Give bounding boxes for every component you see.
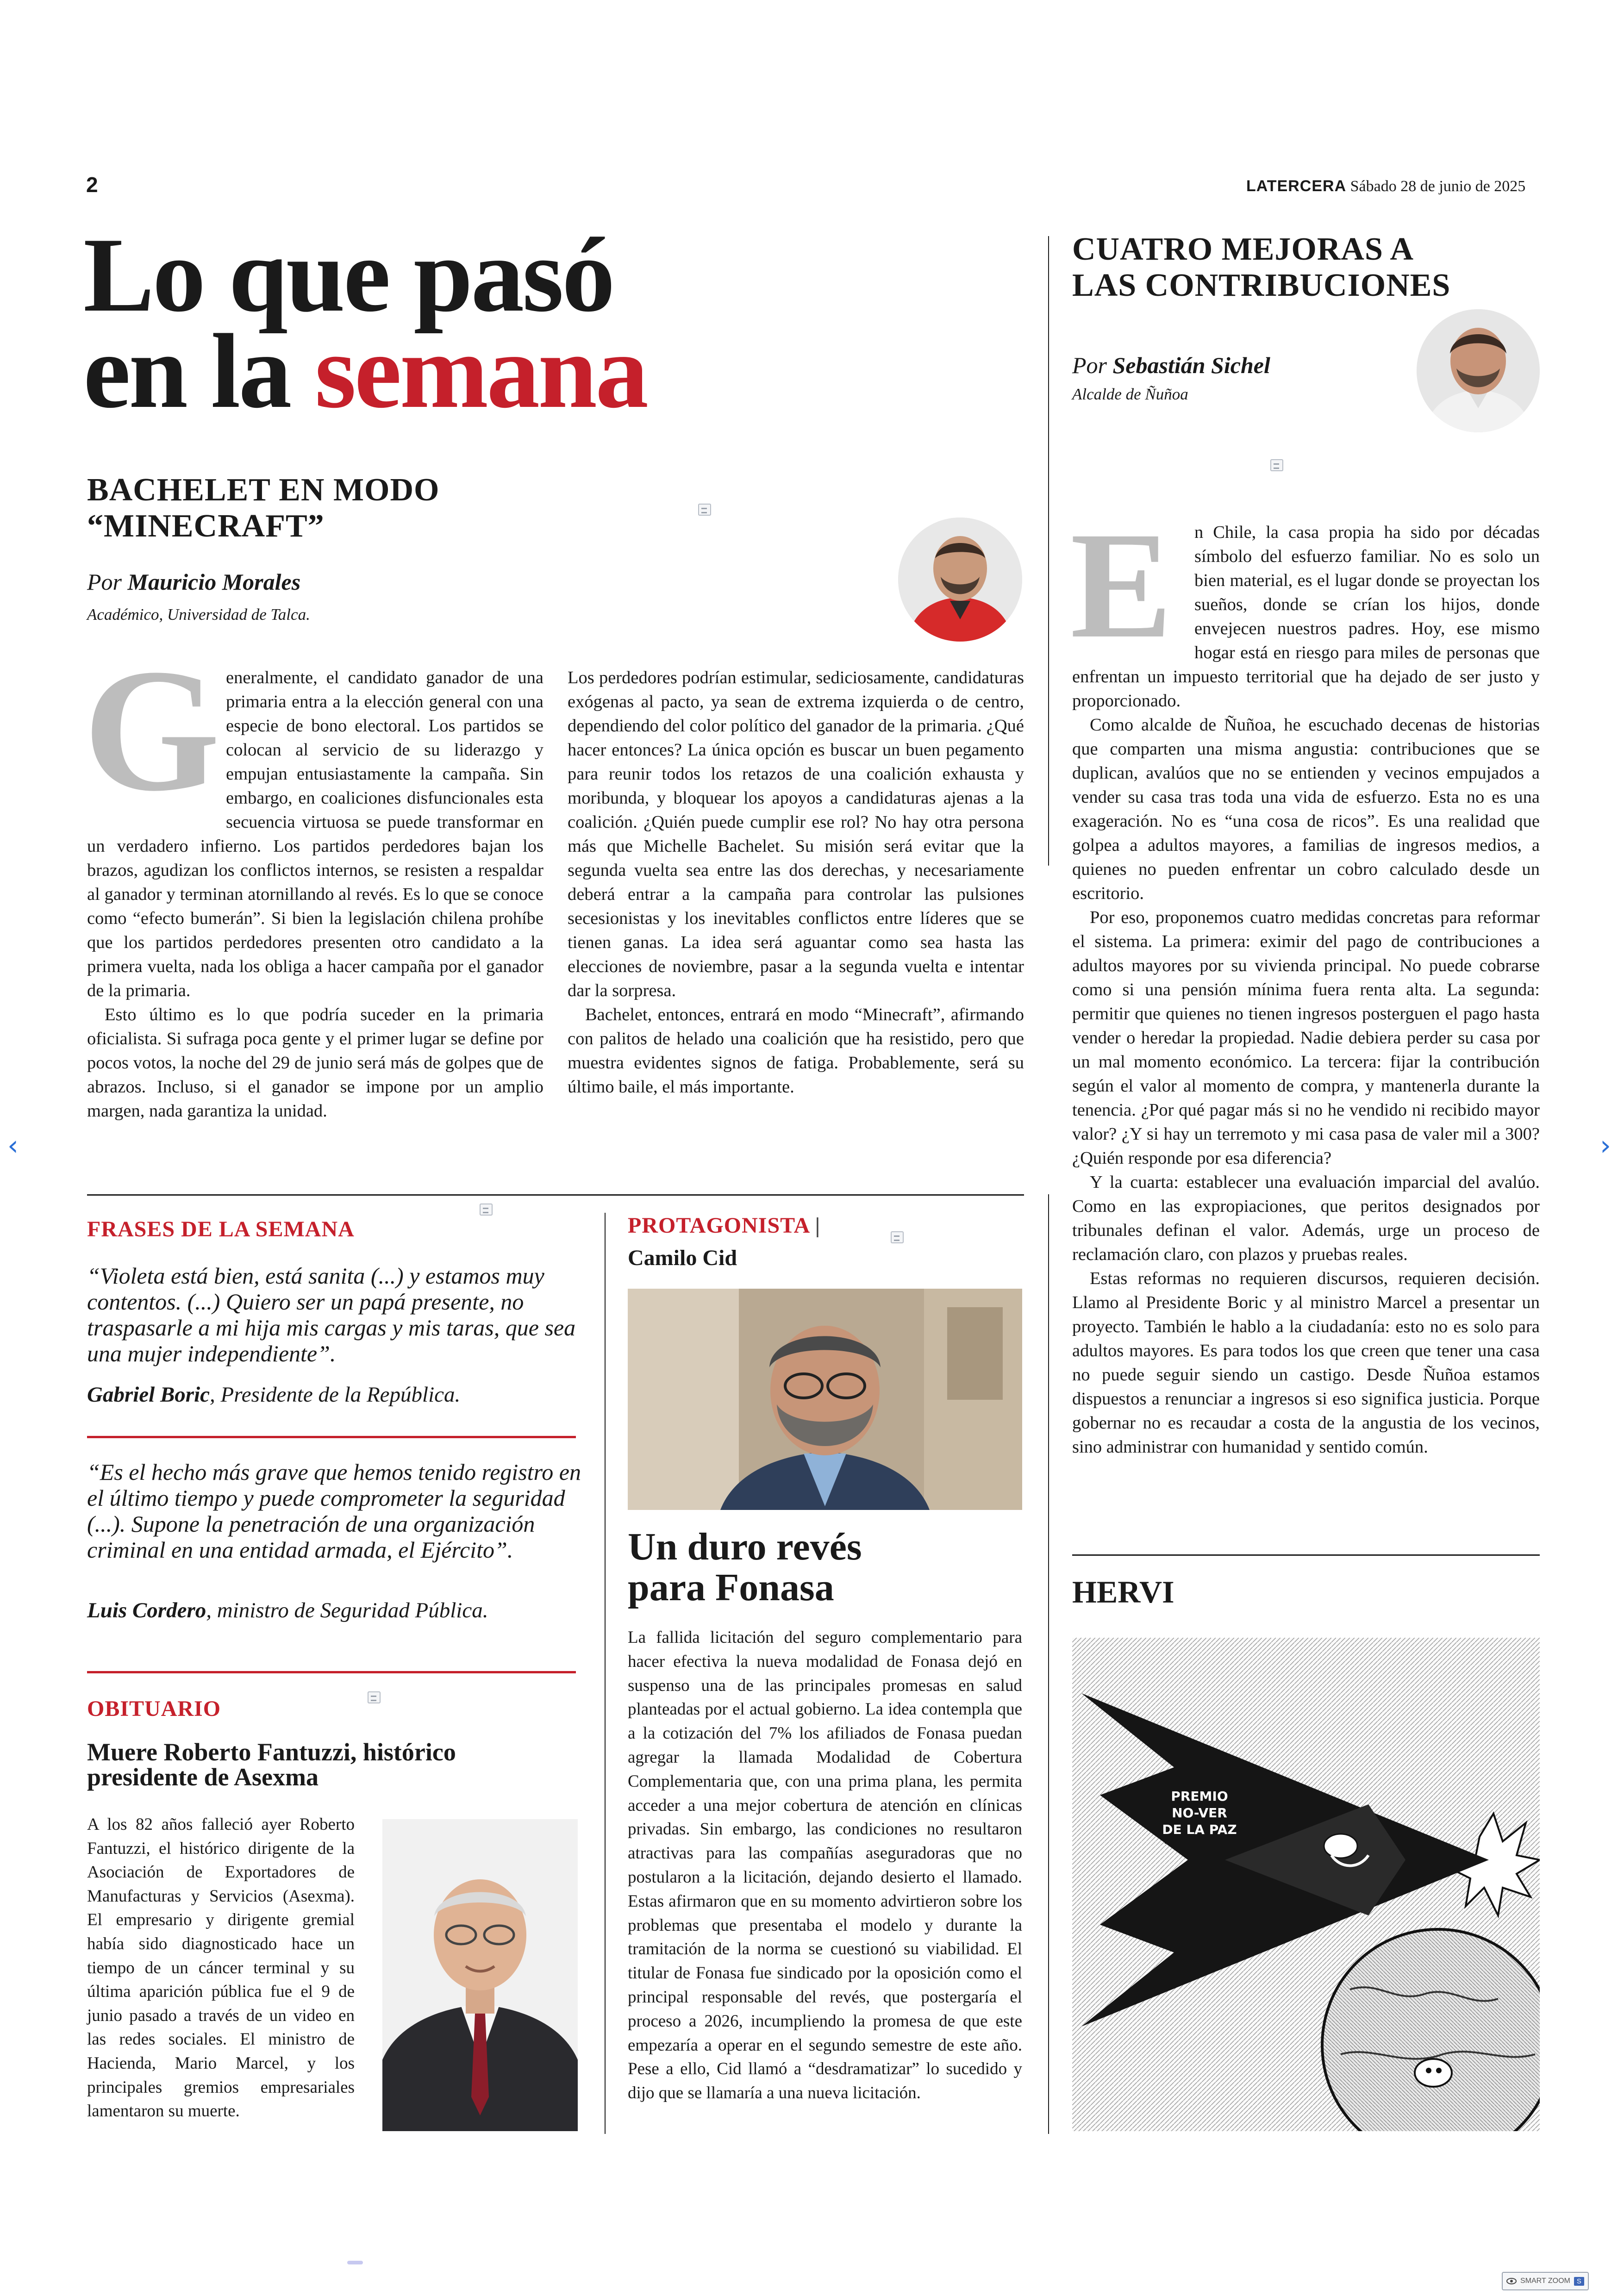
obituario-body: A los 82 años falleció ayer Roberto Fantuzzi, el histórico dirigente de la Asociación de Exportadores de Manufacturas y Servicios (Asexma). El empresario y dirigente gremial había sido diagnosticado hace un tiempo de un cáncer terminal y su última aparición pública fue el 9 de junio pasado a través de un video en las redes sociales. El ministro de Hacienda, Mario Marcel, y los principales gremios empresariales lamentaron su muerte. <box>87 1815 355 2121</box>
bachelet-lead-text: eneralmente, el candidato ganador de una primaria entra a la elección general con una especie de bono electoral. Los partidos se colocan al servicio de su liderazgo y empujan entusiastamente la campaña. Sin embargo, en coaliciones disfuncionales esta secuencia virtuosa se puede transformar en un verdadero infierno. Los partidos perdedores bajan los brazos, agudizan los conflictos internos, se resisten a respaldar al ganador y terminan atornillando al revés. Es lo que se conoce como “efecto bumerán”. Si bien la legislación chilena prohíbe que los partidos perdedores presenten otro candidato a la primera vuelta, nada los obliga a hacer campaña por el ganador de la primaria. <box>87 668 543 1000</box>
protagonista-name: Camilo Cid <box>628 1246 737 1270</box>
sichel-paragraph: Estas reformas no requieren discursos, requieren decisión. Llamo al Presidente Boric y al ministro Marcel a presentar un proyecto. También le hablo a la ciudadanía: esto no es solo para adultos mayores. Es para todos los que creen que tener una casa no puede seguir siendo un castigo. Desde Ñuñoa estamos dispuestos a renunciar a ingresos si eso significa justicia. Porque gobernar no es recaudar a costa de la angustia de los vecinos, sino administrar con humanidad y sentido común. <box>1072 1269 1540 1457</box>
protagonista-headline <box>628 1527 862 1608</box>
link-marker-icon[interactable] <box>891 1231 904 1243</box>
protagonista-separator: | <box>809 1213 821 1238</box>
sichel-lead-paragraph <box>1072 520 1540 713</box>
bachelet-paragraph: Bachelet, entonces, entrará en modo “Minecraft”, afirmando con palitos de helado una coalición que ha resistido, pero que muestra evidentes signos de fatiga. Probablemente, será su último baile, el más importante. <box>568 1005 1024 1097</box>
link-marker-icon[interactable] <box>368 1691 381 1703</box>
author-avatar <box>898 518 1022 642</box>
bachelet-headline <box>87 472 643 544</box>
sichel-headline <box>1072 231 1581 304</box>
section-title-line2 <box>83 312 647 430</box>
bachelet-lead-paragraph <box>87 666 543 1003</box>
link-marker-icon[interactable] <box>698 504 711 516</box>
cartoon-heading: HERVI <box>1072 1574 1174 1609</box>
author-name: Sebastián Sichel <box>1112 352 1270 378</box>
protagonista-kicker <box>628 1213 820 1238</box>
bachelet-byline <box>87 568 300 595</box>
protagonist-photo <box>628 1289 1022 1510</box>
quote-cordero: “Es el hecho más grave que hemos tenido registro en el último tiempo y puede comprometer la seguridad (...). Supone la penetración de una organización criminal en una entidad armada, el Ejército”. <box>87 1459 581 1563</box>
quote-author: Luis Cordero <box>87 1598 206 1622</box>
author-name: Mauricio Morales <box>127 569 301 595</box>
bachelet-headline-line1: BACHELET EN MODO <box>87 472 440 508</box>
frases-heading: FRASES DE LA SEMANA <box>87 1217 355 1241</box>
link-marker-icon[interactable] <box>480 1204 493 1216</box>
quote-role: , ministro de Seguridad Pública. <box>206 1598 488 1622</box>
sichel-byline <box>1072 352 1270 379</box>
column-divider <box>1048 236 1049 866</box>
divider <box>87 1194 1024 1196</box>
next-page-icon[interactable]: › <box>1600 1129 1611 1162</box>
section-title-prefix: en la <box>83 312 315 430</box>
sichel-paragraph: Como alcalde de Ñuñoa, he escuchado decenas de historias que comparten una misma angustia: contribuciones que se duplican, avalúos que no se entienden y vecinos empujados a vender su casa tras toda una vida de esfuerzo. Esta no es una exageración. No es “una cosa de ricos”. Es una realidad que golpea a adultos mayores, a familias de ingresos medios, a quienes no pueden enfrentar un cobro calculado desde un escritorio. <box>1072 715 1540 903</box>
quote-author: Gabriel Boric <box>87 1383 210 1407</box>
byline-prefix: Por <box>87 569 128 595</box>
divider <box>87 1671 576 1673</box>
bachelet-headline-line2: “MINECRAFT” <box>87 508 325 544</box>
byline-prefix: Por <box>1072 352 1113 378</box>
dropcap-spacer <box>1072 520 1194 659</box>
page-header-right <box>1246 177 1525 195</box>
obituary-photo <box>382 1819 578 2131</box>
protagonista-body: La fallida licitación del seguro complementario para hacer efectiva la nueva modalidad de Fonasa dejó en suspenso una de las principales promesas en salud planteadas por el actual gobierno. La idea contempla que a la cotización del 7% los afiliados de Fonasa puedan agregar la llamada Modalidad de Cobertura Complementaria que, con una prima plana, les permita acceder a una mejor cobertura de atención en clínicas privadas. Sin embargo, las condiciones no resultaron atractivas para las compañías aseguradoras que no postularon a la licitación, dejando desierto el llamado. Estas afirmaron que en su momento advirtieron sobre los problemas que presentaba el modelo y durante la tramitación de la norma se cuestionó su viabilidad. El titular de Fonasa fue sindicado por la oposición como el principal responsable del revés, que postergaría el proceso a 2026, incumpliendo la promesa de que este empezaría a operar en el segundo semestre de este año. Pese a ello, Cid llamó a “desdramatizar” lo sucedido y dijo que se llamaría a una nueva licitación. <box>628 1628 1022 2103</box>
cartoon-sign-line3: DE LA PAZ <box>1162 1822 1237 1837</box>
masthead-logo: LATERCERA <box>1246 177 1347 195</box>
obituario-heading: OBITUARIO <box>87 1696 221 1721</box>
dropcap-spacer <box>87 666 226 832</box>
cartoon-sign-line2: NO-VER <box>1172 1805 1227 1821</box>
sichel-dropcap: E <box>1070 501 1173 670</box>
smart-zoom-label: SMART ZOOM <box>1520 2277 1570 2285</box>
sichel-author-role: Alcalde de Ñuñoa <box>1072 385 1188 403</box>
column-divider <box>1048 1194 1049 2134</box>
protagonista-headline-line2: para Fonasa <box>628 1566 834 1609</box>
bachelet-dropcap: G <box>83 633 220 828</box>
cartoon-image <box>1072 1638 1540 2131</box>
header-date: Sábado 28 de junio de 2025 <box>1350 178 1526 195</box>
quote-cordero-attribution <box>87 1598 596 1623</box>
sichel-body <box>1072 520 1540 1459</box>
section-title-accent: semana <box>314 312 647 430</box>
previous-page-icon[interactable]: ‹ <box>7 1129 19 1162</box>
page-number: 2 <box>86 173 98 197</box>
sichel-headline-line1: CUATRO MEJORAS A <box>1072 231 1414 267</box>
bachelet-author-role: Académico, Universidad de Talca. <box>87 605 310 624</box>
smart-zoom-button[interactable] <box>1502 2272 1589 2290</box>
protagonista-headline-line1: Un duro revés <box>628 1525 862 1568</box>
quote-boric: “Violeta está bien, está sanita (...) y estamos muy contentos. (...) Quiero ser un papá presente, no traspasarle a mi hija mis cargas y mis taras, que sea una mujer independiente”. <box>87 1263 576 1366</box>
sichel-headline-line2: LAS CONTRIBUCIONES <box>1072 268 1451 303</box>
divider <box>87 1436 576 1438</box>
obituario-headline: Muere Roberto Fantuzzi, histórico presidente de Asexma <box>87 1738 456 1791</box>
bachelet-column-1 <box>87 666 543 1123</box>
section-title-line1: Lo que pasó <box>83 216 613 334</box>
protagonista-label: PROTAGONISTA <box>628 1213 809 1238</box>
quote-boric-attribution <box>87 1382 596 1407</box>
sichel-paragraph: Y la cuarta: establecer una evaluación imparcial del avalúo. Como en las expropiaciones, que peritos designados por tribunales definan el valor. Además, urge un proceso de reclamación claro, con plazos y pruebas reales. <box>1072 1172 1540 1264</box>
sichel-lead-text: n Chile, la casa propia ha sido por décadas símbolo del esfuerzo familiar. No es solo un bien material, es el lugar donde se proyectan los sueños, donde se crían los hijos, donde envejecen nuestros padres. Hoy, ese mismo hogar está en riesgo para miles de personas que enfrentan un impuesto territorial que ha dejado de ser justo y proporcionado. <box>1072 523 1540 711</box>
bachelet-column-2 <box>568 666 1024 1099</box>
cartoon-sign-line1: PREMIO <box>1171 1789 1228 1804</box>
bachelet-paragraph: Los perdedores podrían estimular, sediciosamente, candidaturas exógenas al pacto, ya sean de extrema izquierda o de centro, dependiendo del color político del ganador de la primaria. ¿Qué hacer entonces? La única opción es buscar un buen pegamento para reunir todos los retazos de una coalición exhausta y moribunda, y bloquear los apoyos a candidaturas ajenas a la coalición. ¿Quién puede cumplir ese rol? No hay otra persona más que Michelle Bachelet. Su misión será evitar que la segunda vuelta sea entre las dos derechas, y necesariamente deberá entrar a la campaña para controlar las pulsiones secesionistas y los inevitables conflictos entre líderes que se tienen ganas. La idea será aguantar como sea hasta las elecciones de noviembre, pasar a la segunda vuelta e intentar dar la sorpresa. <box>568 668 1024 1000</box>
sichel-paragraph: Por eso, proponemos cuatro medidas concretas para reformar el sistema. La primera: eximir del pago de contribuciones a adultos mayores por su vivienda principal. No puede cobrarse como si una pensión mínima fuera renta alta. La segunda: permitir que quienes no tienen ingresos posterguen el pago hasta vender o heredar la propiedad. Nadie debiera perder su casa por un mal momento económico. La tercera: fijar la contribución según el valor al momento de compra, y mantenerla durante la tenencia. ¿Por qué pagar más si no he vendido ni recibido mayor valor? ¿Y si hay un terremoto y mi casa pasa de valer mil a 300? ¿Quién responde por esa diferencia? <box>1072 908 1540 1168</box>
author-avatar <box>1417 309 1540 432</box>
column-divider <box>605 1213 606 2134</box>
bachelet-paragraph: Esto último es lo que podría suceder en la primaria oficialista. Si sufraga poca gente y el primer lugar se define por pocos votos, la noche del 29 de junio será más de golpes que de abrazos. Incluso, si el ganador se impone por un amplio margen, nada garantiza la unidad. <box>87 1005 543 1121</box>
link-marker-icon[interactable] <box>1270 459 1283 471</box>
section-title <box>83 216 647 430</box>
divider <box>1072 1554 1540 1556</box>
scroll-indicator[interactable] <box>347 2261 363 2264</box>
eye-icon <box>1506 2278 1517 2284</box>
quote-role: , Presidente de la República. <box>210 1383 461 1407</box>
smart-zoom-badge: S <box>1574 2277 1584 2286</box>
